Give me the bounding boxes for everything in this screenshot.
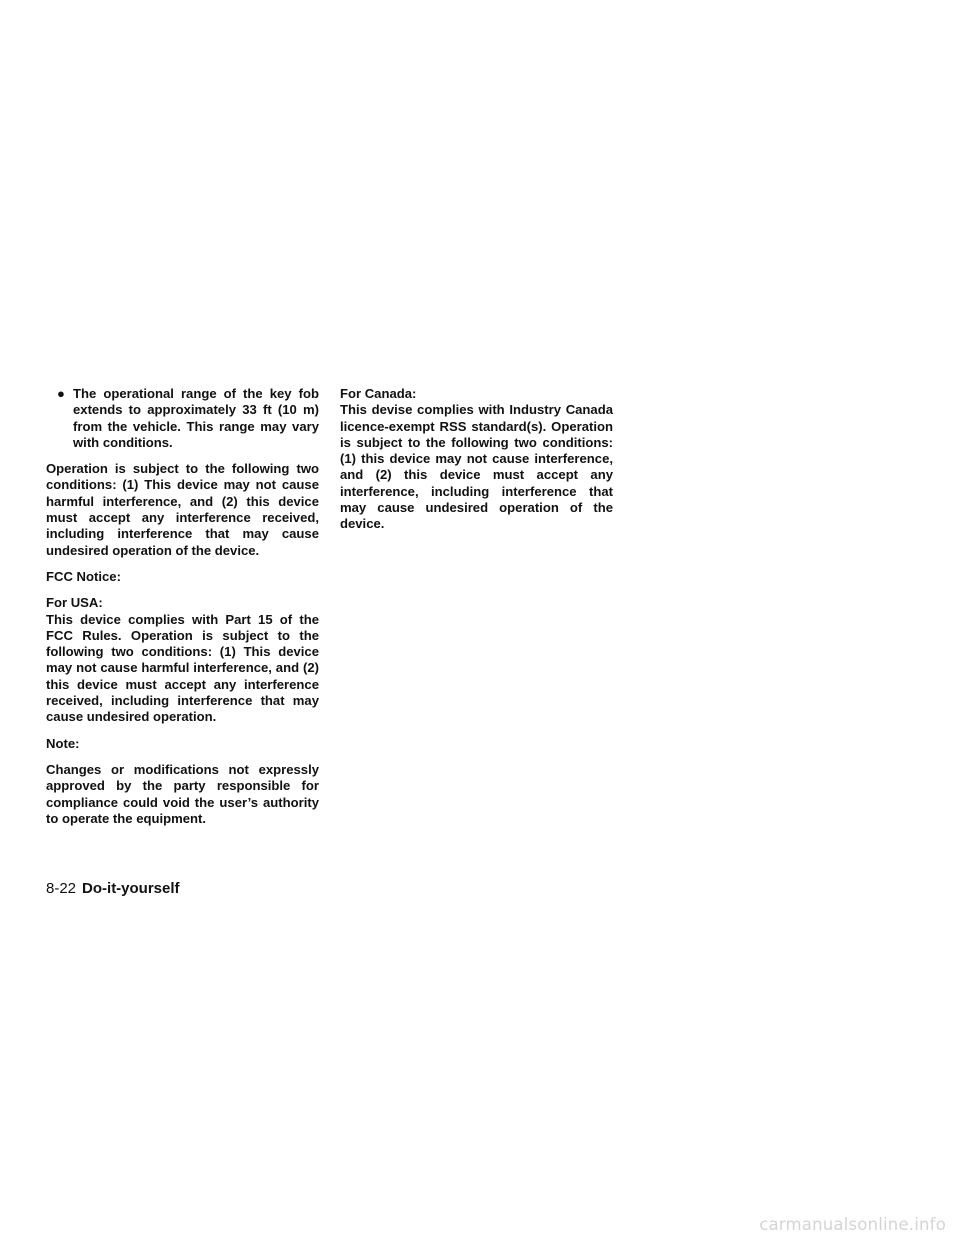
fcc-notice-heading: FCC Notice: (46, 568, 121, 584)
canada-paragraph: This devise complies with Industry Canada licence-exempt RSS standard(s). Operation is subject to the following two conditions: (1) this device may not cause interference, and (2) this device must accept any interference, including interference that may cause undesired operation of the device. (340, 402, 613, 532)
usa-heading: For USA: (46, 595, 103, 611)
page-footer (46, 880, 180, 897)
watermark: carmanualsonline.info (759, 1215, 946, 1234)
usa-paragraph: This device complies with Part 15 of the FCC Rules. Operation is subject to the following two conditions: (1) This device may not cause harmful interference, and (2) this device must accept any interference received, including interference that may cause undesired operation. (46, 611, 319, 725)
canada-section (340, 386, 613, 533)
note-heading: Note: (46, 735, 80, 751)
canada-heading: For Canada: (340, 386, 417, 401)
note-paragraph: Changes or modifications not expressly approved by the party responsible for compliance could void the user’s authority to operate the equipment. (46, 761, 319, 826)
range-bullet-item (46, 386, 319, 451)
section-title: Do-it-yourself (82, 880, 180, 897)
right-column (340, 386, 613, 533)
range-bullet-text: The operational range of the key fob extends to approximately 33 ft (10 m) from the vehicle. This range may vary with conditions. (73, 386, 319, 450)
usa-section (46, 595, 319, 725)
operation-paragraph: Operation is subject to the following two conditions: (1) This device may not cause harmful interference, and (2) this device must accept any interference received, including interference that may cause undesired operation of the device. (46, 461, 319, 558)
page-number: 8-22 (46, 880, 77, 897)
bullet-icon: ● (57, 386, 65, 401)
left-column (46, 386, 319, 827)
